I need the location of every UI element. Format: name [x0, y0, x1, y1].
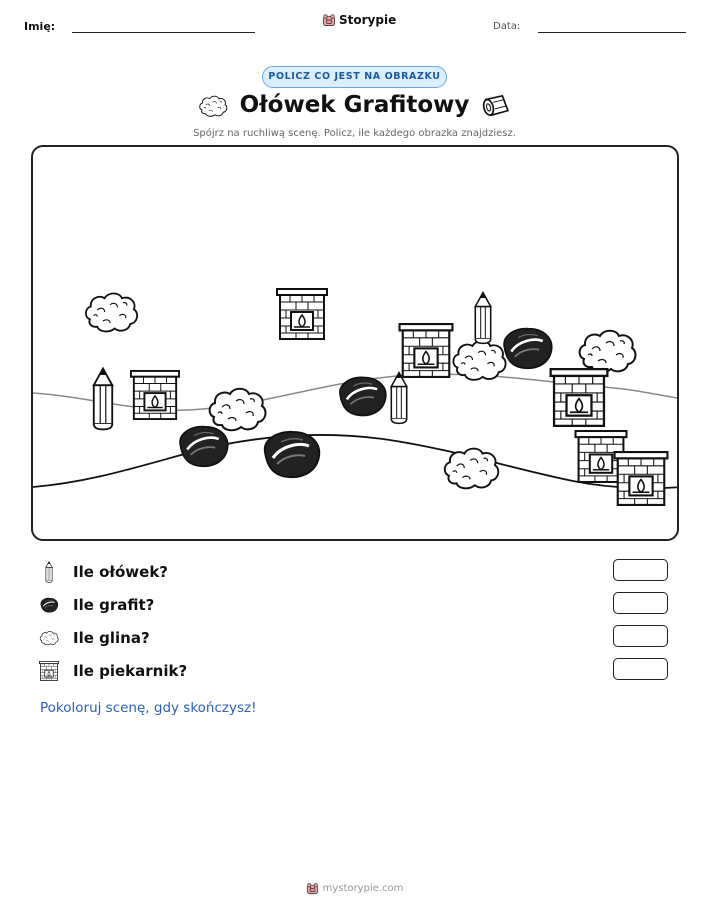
question-row-clay: [39, 628, 150, 648]
date-input-line[interactable]: [538, 32, 686, 33]
question-label: Ile glina?: [73, 629, 150, 647]
brand-name: Storypie: [339, 13, 397, 27]
instruction-badge: POLICZ CO JEST NA OBRAZKU: [262, 66, 447, 88]
graphite-item: [335, 372, 389, 420]
pencil-item: [91, 365, 115, 433]
answer-box-clay[interactable]: [613, 625, 668, 647]
pencil-item: [473, 291, 493, 345]
oven-item: [549, 368, 609, 427]
name-input-line[interactable]: [72, 32, 255, 33]
date-label: Data:: [493, 21, 521, 32]
page-title: Ołówek Grafitowy: [239, 92, 470, 118]
question-row-oven: [39, 661, 187, 681]
oven-item: [613, 451, 669, 506]
question-row-pencil: [39, 562, 168, 582]
site-footer: [0, 882, 709, 895]
storypie-mascot-icon: [322, 13, 336, 27]
oven-icon: [39, 661, 59, 681]
question-label: Ile grafit?: [73, 596, 155, 614]
clay-icon: [39, 628, 59, 648]
brand-logo: [322, 13, 396, 27]
pencil-icon: [39, 562, 59, 582]
graphite-icon: [39, 595, 59, 615]
site-url: mystorypie.com: [322, 883, 404, 894]
graphite-item: [259, 426, 323, 482]
storypie-mascot-icon: [306, 882, 319, 895]
question-row-graphite: [39, 595, 154, 615]
clay-item: [81, 290, 141, 334]
wood-log-icon: [480, 94, 510, 118]
name-label: Imię:: [24, 20, 56, 33]
pencil-item: [389, 369, 409, 427]
question-label: Ile piekarnik?: [73, 662, 188, 680]
answer-box-oven[interactable]: [613, 658, 668, 680]
answer-box-graphite[interactable]: [613, 592, 668, 614]
graphite-item: [499, 322, 555, 374]
graphite-item: [175, 423, 231, 469]
oven-item: [130, 370, 180, 420]
coloring-instruction: Pokoloruj scenę, gdy skończysz!: [40, 700, 257, 716]
clay-item: [441, 445, 501, 491]
page-subtitle: Spójrz na ruchliwą scenę. Policz, ile każdego obrazka znajdziesz.: [193, 128, 516, 139]
question-label: Ile ołówek?: [73, 563, 169, 581]
answer-box-pencil[interactable]: [613, 559, 668, 581]
oven-item: [276, 288, 328, 340]
counting-scene: [31, 145, 679, 541]
